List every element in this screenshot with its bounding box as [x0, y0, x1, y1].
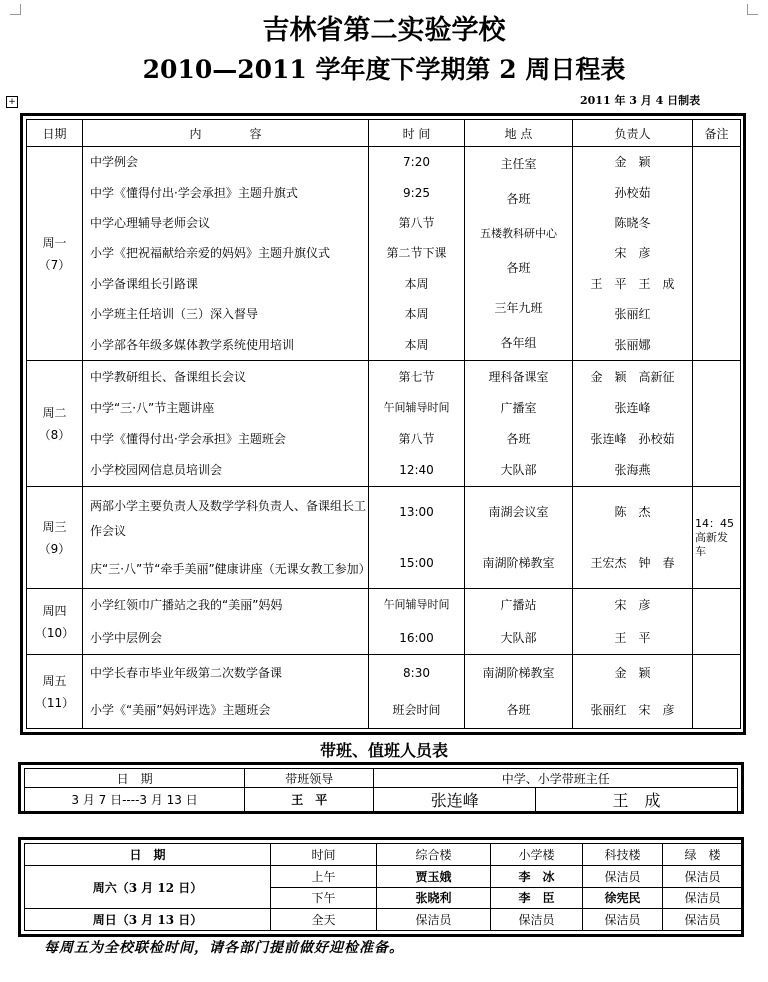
item-content: 庆“三·八”节“牵手美丽”健康讲座（无课女教工参加） [90, 561, 371, 576]
item-content: 中学教研组长、备课组长会议 [90, 369, 247, 384]
col-person: 负责人 [573, 120, 693, 147]
item-person: 宋 彦 [614, 246, 651, 261]
day-date: （10） [34, 625, 75, 640]
day-label: 周三 [42, 519, 67, 534]
schedule-title: 2010—2011 学年度下学期第 2 周日程表 [142, 55, 626, 84]
item-place: 三年九班 [494, 300, 543, 315]
item-person: 张丽红 [614, 307, 651, 322]
item-time: 本周 [404, 276, 429, 291]
item-place: 广播室 [500, 400, 537, 415]
item-person: 王宏杰 钟 春 [590, 555, 675, 570]
col-date: 日期 [27, 120, 83, 147]
item-time: 午间辅导时间 [383, 598, 450, 612]
duty-table [24, 768, 738, 812]
duty-header-row [25, 769, 738, 788]
item-note [693, 361, 741, 487]
weekend-cell: 保洁员 [583, 909, 663, 931]
weekend-cell: 保洁员 [377, 909, 491, 931]
item-person: 金 颖 [614, 666, 651, 681]
item-time: 12:40 [399, 463, 434, 478]
item-content: 中学《懂得付出·学会承担》主题班会 [90, 432, 286, 447]
weekend-row [25, 909, 743, 931]
day-label: 周一 [42, 235, 67, 250]
duty-teacher: 王 成 [536, 788, 738, 812]
weekend-col-keji: 科技楼 [583, 844, 663, 866]
item-content: 小学备课组长引路课 [90, 276, 199, 291]
day-label: 周四 [42, 603, 67, 618]
weekend-time: 下午 [271, 887, 377, 909]
col-place: 地 点 [465, 120, 573, 147]
duty-table-title: 带班、值班人员表 [319, 741, 448, 760]
item-person: 王 平 [614, 630, 651, 645]
item-place: 南湖阶梯教室 [482, 666, 555, 681]
item-person: 张连峰 孙校茹 [590, 432, 675, 447]
item-time: 7:20 [403, 155, 430, 170]
item-person: 孙校茹 [614, 185, 651, 200]
item-content: 中学“三·八”节主题讲座 [90, 400, 215, 415]
item-time: 9:25 [403, 185, 430, 200]
weekend-cell: 李 臣 [491, 887, 583, 909]
item-time: 本周 [404, 337, 429, 352]
item-place: 大队部 [500, 630, 537, 645]
day-date: （8） [38, 427, 71, 442]
item-place: 理科备课室 [488, 369, 549, 384]
duty-teacher: 张连峰 [374, 788, 536, 812]
item-content: 小学《“美丽”妈妈评选》主题班会 [90, 702, 271, 717]
weekend-col-date: 日 期 [25, 844, 271, 866]
day-label: 周五 [42, 673, 67, 688]
school-title: 吉林省第二实验学校 [262, 15, 506, 46]
weekend-cell: 保洁员 [491, 909, 583, 931]
item-content: 中学长春市毕业年级第二次数学备课 [90, 666, 283, 681]
day-date: （7） [38, 257, 71, 272]
weekend-row [25, 865, 743, 887]
item-place: 各班 [506, 702, 531, 717]
item-content: 小学中层例会 [90, 630, 163, 645]
duty-date: 3 月 7 日----3 月 13 日 [25, 788, 245, 812]
weekend-col-lv: 绿 楼 [663, 844, 743, 866]
item-content: 小学部各年级多媒体教学系统使用培训 [90, 337, 295, 352]
day-group-wednesday [27, 487, 741, 589]
duty-table-frame [18, 762, 744, 814]
item-content: 小学红领巾广播站之我的“美丽”妈妈 [90, 598, 283, 613]
item-note [693, 655, 741, 729]
item-place: 各班 [506, 432, 531, 447]
duty-col-teachers: 中学、小学带班主任 [374, 769, 738, 788]
day-label: 周二 [42, 405, 67, 420]
weekend-cell: 张晓利 [377, 887, 491, 909]
weekend-cell: 保洁员 [663, 887, 743, 909]
day-cell [27, 361, 83, 487]
col-note: 备注 [693, 120, 741, 147]
item-place: 广播站 [500, 598, 537, 613]
weekend-cell: 李 冰 [491, 865, 583, 887]
made-date: 2011 年 3 月 4 日制表 [580, 94, 701, 107]
item-time: 第八节 [398, 216, 435, 231]
weekend-time: 上午 [271, 865, 377, 887]
day-group-monday [27, 147, 741, 361]
duty-row [25, 788, 738, 812]
item-content: 两部小学主要负责人及数学学科负责人、备课组长工作会议 [90, 498, 367, 538]
day-cell [27, 589, 83, 655]
weekend-day-label: 周六（3 月 12 日） [25, 865, 271, 909]
weekend-time: 全天 [271, 909, 377, 931]
weekend-col-time: 时间 [271, 844, 377, 866]
item-person: 金 颖 高新征 [590, 369, 675, 384]
item-time: 午间辅导时间 [383, 400, 450, 414]
item-content: 小学校园网信息员培训会 [90, 463, 223, 478]
weekend-col-zonghe: 综合楼 [377, 844, 491, 866]
schedule-table [26, 119, 741, 729]
item-time: 第七节 [398, 369, 435, 384]
weekend-cell: 保洁员 [583, 865, 663, 887]
item-person: 张海燕 [614, 463, 651, 478]
day-date: （9） [38, 541, 71, 556]
item-person: 宋 彦 [614, 598, 651, 613]
duty-col-leader: 带班领导 [245, 769, 374, 788]
weekend-table-frame [18, 837, 744, 937]
weekend-table [24, 843, 743, 931]
day-cell [27, 487, 83, 589]
day-cell [27, 147, 83, 361]
weekend-cell: 徐宪民 [583, 887, 663, 909]
item-time: 8:30 [403, 666, 430, 681]
item-time: 本周 [404, 307, 429, 322]
item-place: 南湖阶梯教室 [482, 555, 555, 570]
item-time: 第二节下课 [386, 246, 447, 261]
footer-note: 每周五为全校联检时间，请各部门提前做好迎检准备。 [44, 940, 404, 956]
item-content: 小学班主任培训（三）深入督导 [90, 307, 259, 322]
weekend-day-label: 周日（3 月 13 日） [25, 909, 271, 931]
item-note [693, 147, 741, 361]
item-content: 中学心理辅导老师会议 [90, 216, 211, 231]
schedule-table-frame [20, 113, 746, 735]
item-time: 第八节 [398, 432, 435, 447]
item-person: 张连峰 [614, 400, 651, 415]
day-group-thursday [27, 589, 741, 655]
item-place: 主任室 [500, 157, 537, 172]
duty-leader: 王 平 [245, 788, 374, 812]
col-content: 内 容 [83, 120, 369, 147]
item-person: 金 颖 [614, 155, 651, 170]
item-person: 陈晓冬 [614, 216, 651, 231]
item-place: 南湖会议室 [488, 505, 549, 520]
item-time: 班会时间 [392, 702, 441, 717]
day-group-friday [27, 655, 741, 729]
item-content: 中学例会 [90, 155, 139, 170]
item-person: 张丽红 宋 彦 [590, 702, 675, 717]
weekend-col-xiaoxue: 小学楼 [491, 844, 583, 866]
weekend-cell: 保洁员 [663, 909, 743, 931]
item-place: 各年组 [500, 335, 537, 350]
item-person: 张丽娜 [614, 337, 651, 352]
item-content: 小学《把祝福献给亲爱的妈妈》主题升旗仪式 [90, 246, 331, 261]
item-place: 各班 [506, 192, 531, 207]
item-note: 14：45 高新发车 [693, 487, 741, 589]
schedule-header-row [27, 120, 741, 147]
item-place: 各班 [506, 261, 531, 276]
weekend-header-row [25, 844, 743, 866]
weekend-cell: 贾玉娥 [377, 865, 491, 887]
item-place: 大队部 [500, 463, 537, 478]
weekend-cell: 保洁员 [663, 865, 743, 887]
table-move-handle-icon[interactable]: + [6, 96, 18, 108]
duty-col-date: 日 期 [25, 769, 245, 788]
day-cell [27, 655, 83, 729]
col-time: 时 间 [369, 120, 465, 147]
item-content: 中学《懂得付出·学会承担》主题升旗式 [90, 185, 298, 200]
item-note [693, 589, 741, 655]
day-date: （11） [34, 695, 75, 710]
item-person: 王 平 王 成 [590, 276, 675, 291]
item-person: 陈 杰 [614, 505, 651, 520]
item-time: 16:00 [399, 630, 434, 645]
item-time: 15:00 [399, 555, 434, 570]
item-place: 五楼教科研中心 [480, 226, 557, 240]
item-time: 13:00 [399, 505, 434, 520]
day-group-tuesday [27, 361, 741, 487]
